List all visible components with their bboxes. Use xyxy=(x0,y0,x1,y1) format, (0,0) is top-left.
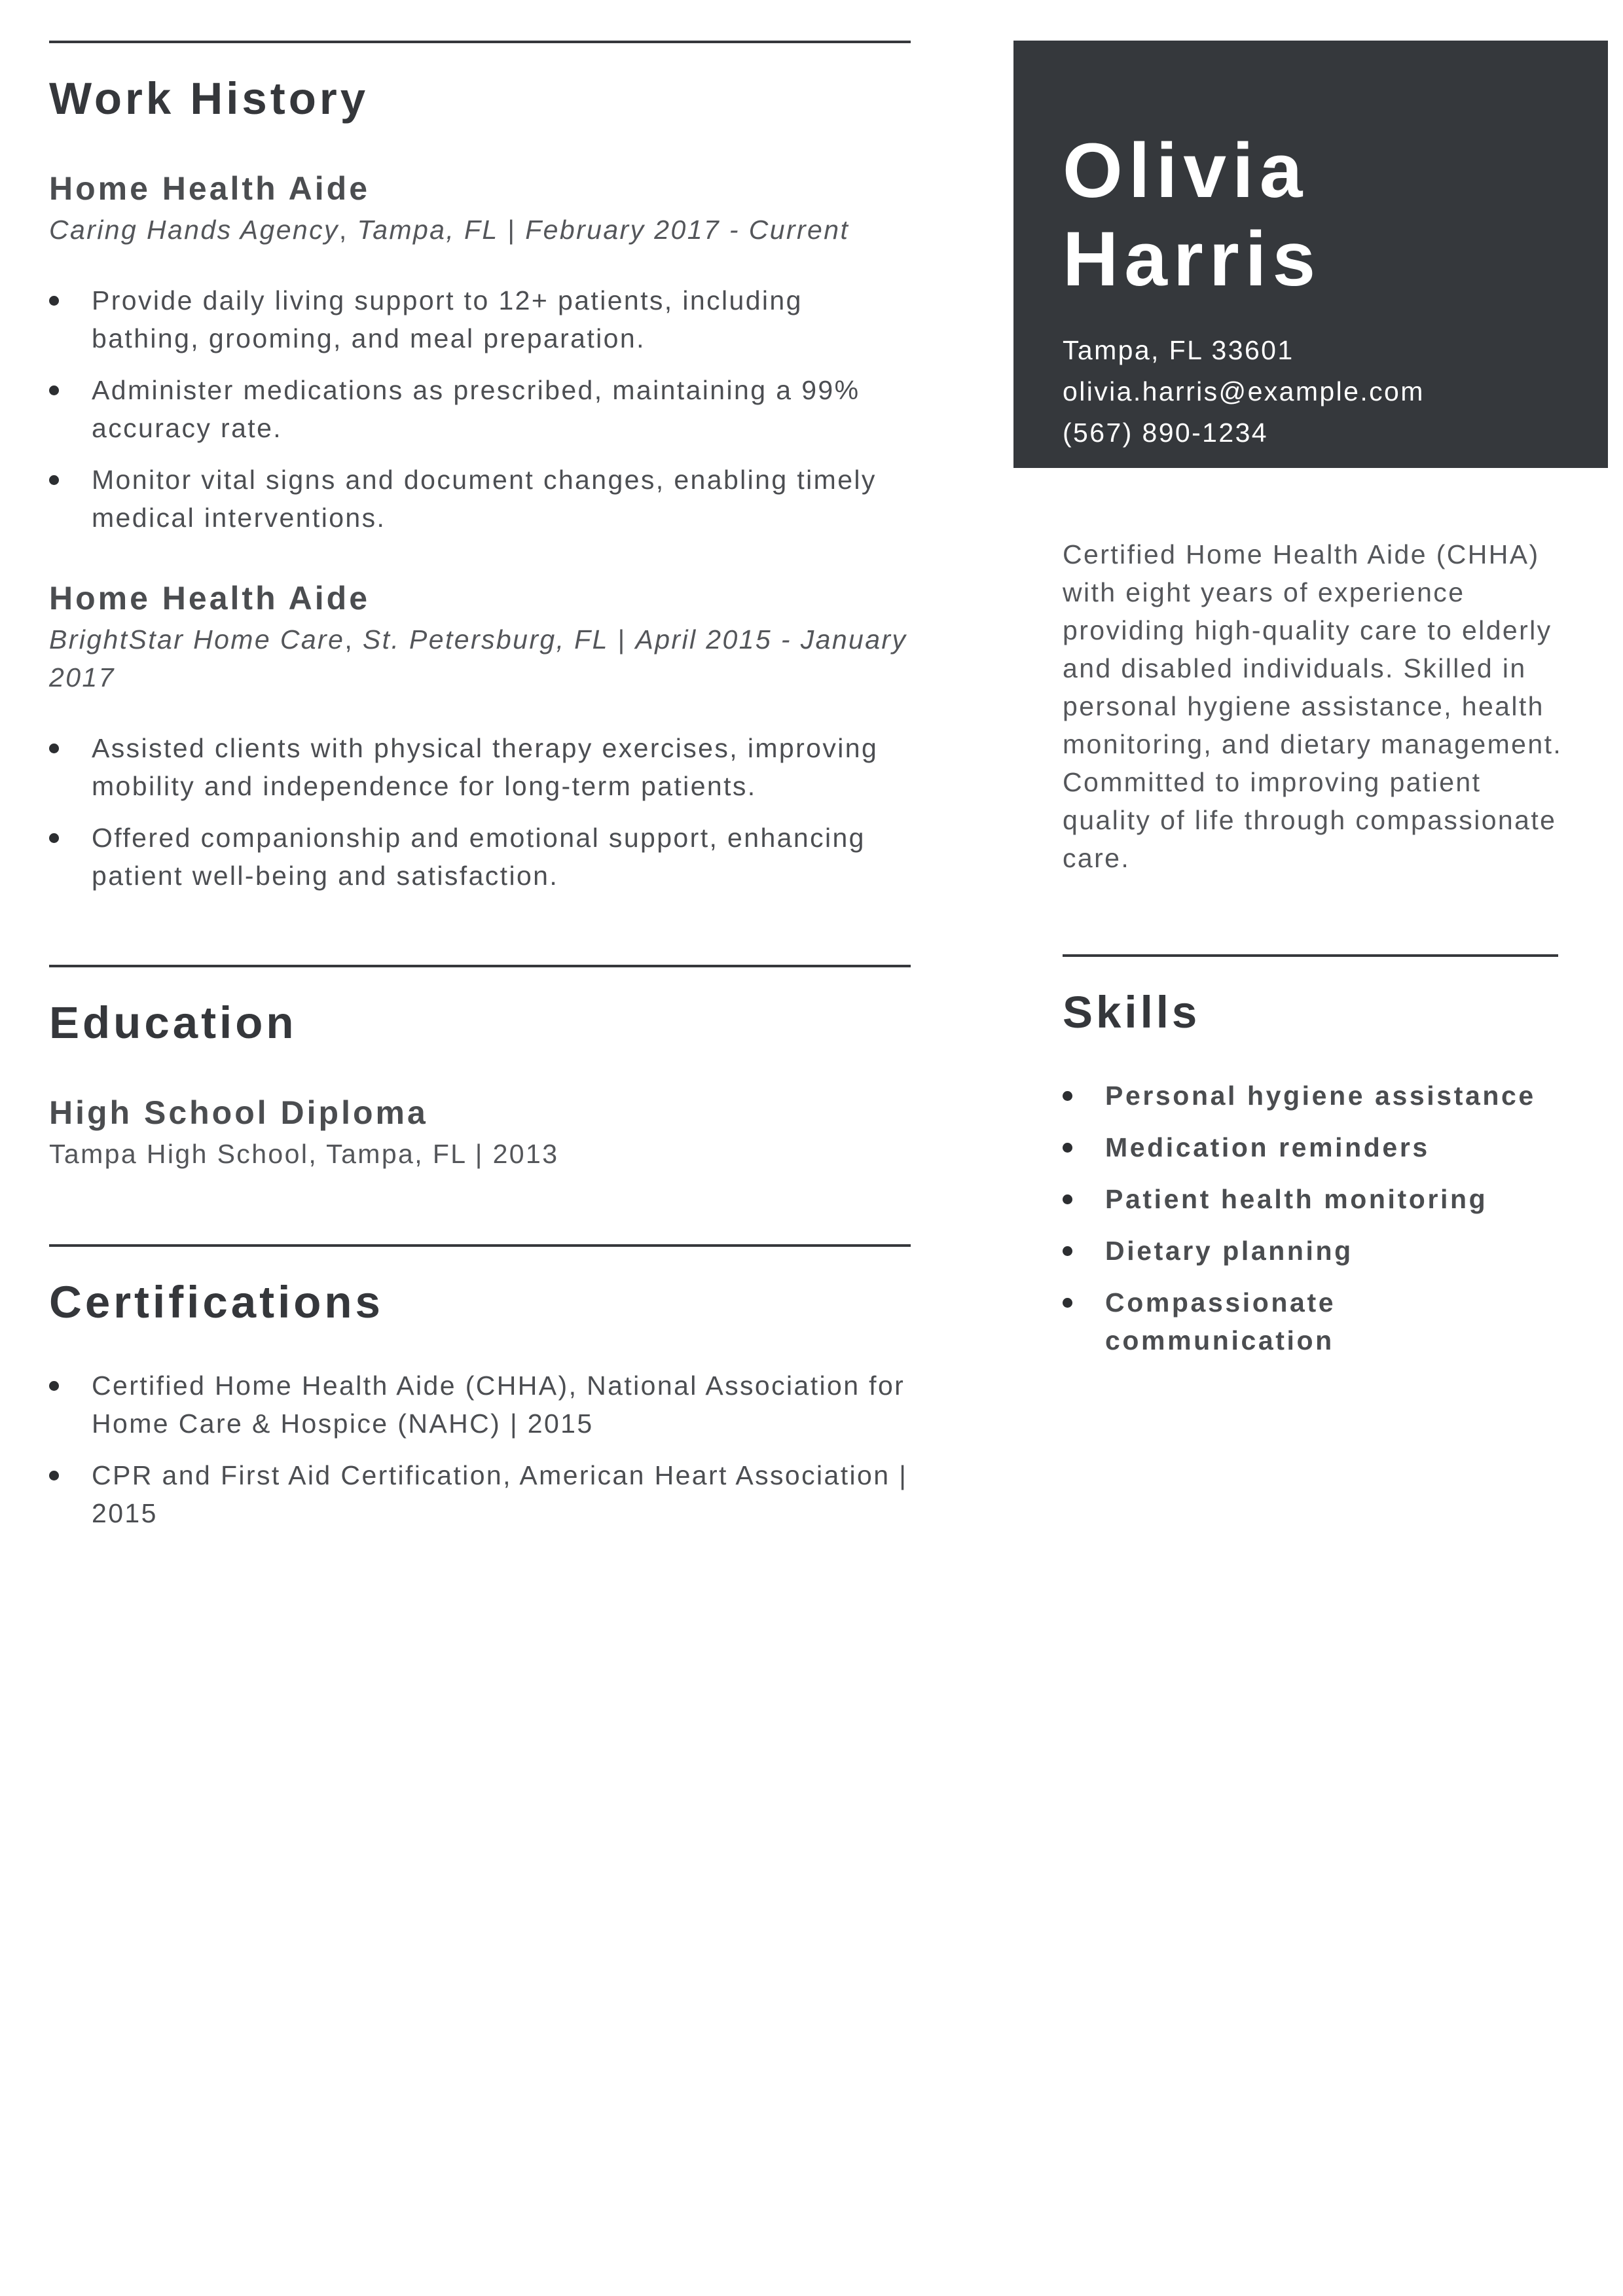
job-title: Home Health Aide xyxy=(49,580,371,617)
contact-location: Tampa, FL 33601 xyxy=(1063,335,1294,365)
work-history-heading: Work History xyxy=(49,73,369,124)
skills-heading: Skills xyxy=(1063,987,1201,1037)
job-entry xyxy=(49,582,911,895)
header-block xyxy=(1013,41,1608,468)
job-bullet: Administer medications as prescribed, maintaining a 99% accuracy rate. xyxy=(49,371,911,447)
last-name: Harris xyxy=(1063,216,1322,302)
education-entry xyxy=(49,1096,911,1173)
job-entry xyxy=(49,172,911,537)
skill-item: Dietary planning xyxy=(1063,1232,1558,1270)
section-divider xyxy=(49,965,911,967)
job-bullets xyxy=(49,729,911,895)
certification-item: CPR and First Aid Certification, American Heart Association | 2015 xyxy=(49,1456,911,1532)
job-dates: February 2017 - Current xyxy=(525,215,850,245)
skill-item: Personal hygiene assistance xyxy=(1063,1077,1558,1115)
job-bullets xyxy=(49,281,911,537)
education-heading: Education xyxy=(49,997,297,1048)
certification-list xyxy=(49,1367,911,1532)
section-divider xyxy=(49,1244,911,1247)
job-location: Tampa, FL xyxy=(357,215,499,245)
school-location: Tampa, FL xyxy=(326,1139,466,1169)
certification-item: Certified Home Health Aide (CHHA), National Association for Home Care & Hospice (NAHC) | 2015 xyxy=(49,1367,911,1443)
skills-section xyxy=(1063,954,1558,1359)
contact-info xyxy=(1063,330,1595,454)
company-name: Caring Hands Agency xyxy=(49,215,339,245)
skill-item: Compassionate communication xyxy=(1063,1283,1558,1359)
skills-list xyxy=(1063,1077,1558,1359)
job-bullet: Provide daily living support to 12+ patients, including bathing, grooming, and meal preparation. xyxy=(49,281,911,357)
section-divider xyxy=(49,41,911,43)
professional-summary: Certified Home Health Aide (CHHA) with eight years of experience providing high-quality care to elderly and disabled individuals. Skilled in personal hygiene assistance, health monitoring, and dietary management. Committed to improving patient quality of life through compassionate care. xyxy=(1063,539,1563,873)
job-bullet: Assisted clients with physical therapy exercises, improving mobility and independence for long-term patients. xyxy=(49,729,911,805)
job-bullet: Monitor vital signs and document changes, enabling timely medical interventions. xyxy=(49,461,911,537)
certifications-heading: Certifications xyxy=(49,1277,384,1327)
contact-phone: (567) 890-1234 xyxy=(1063,418,1268,448)
job-location: St. Petersburg, FL xyxy=(362,624,609,655)
left-column xyxy=(49,41,911,1532)
job-meta: BrightStar Home Care, St. Petersburg, FL | April 2015 - January 2017 xyxy=(49,624,907,692)
graduation-year: 2013 xyxy=(492,1139,559,1169)
skill-item: Patient health monitoring xyxy=(1063,1180,1558,1218)
right-column xyxy=(1013,41,1608,468)
job-title: Home Health Aide xyxy=(49,170,371,207)
skill-item: Medication reminders xyxy=(1063,1128,1558,1166)
job-dates: April 2015 - January 2017 xyxy=(49,624,907,692)
section-divider xyxy=(1063,954,1558,957)
contact-email: olivia.harris@example.com xyxy=(1063,376,1425,406)
job-bullet: Offered companionship and emotional support, enhancing patient well-being and satisfaction. xyxy=(49,819,911,895)
degree-title: High School Diploma xyxy=(49,1094,428,1131)
job-meta: Caring Hands Agency, Tampa, FL | February 2017 - Current xyxy=(49,215,850,245)
school-name: Tampa High School xyxy=(49,1139,309,1169)
company-name: BrightStar Home Care xyxy=(49,624,345,655)
first-name: Olivia xyxy=(1063,128,1309,214)
school-meta: Tampa High School, Tampa, FL | 2013 xyxy=(49,1139,559,1169)
